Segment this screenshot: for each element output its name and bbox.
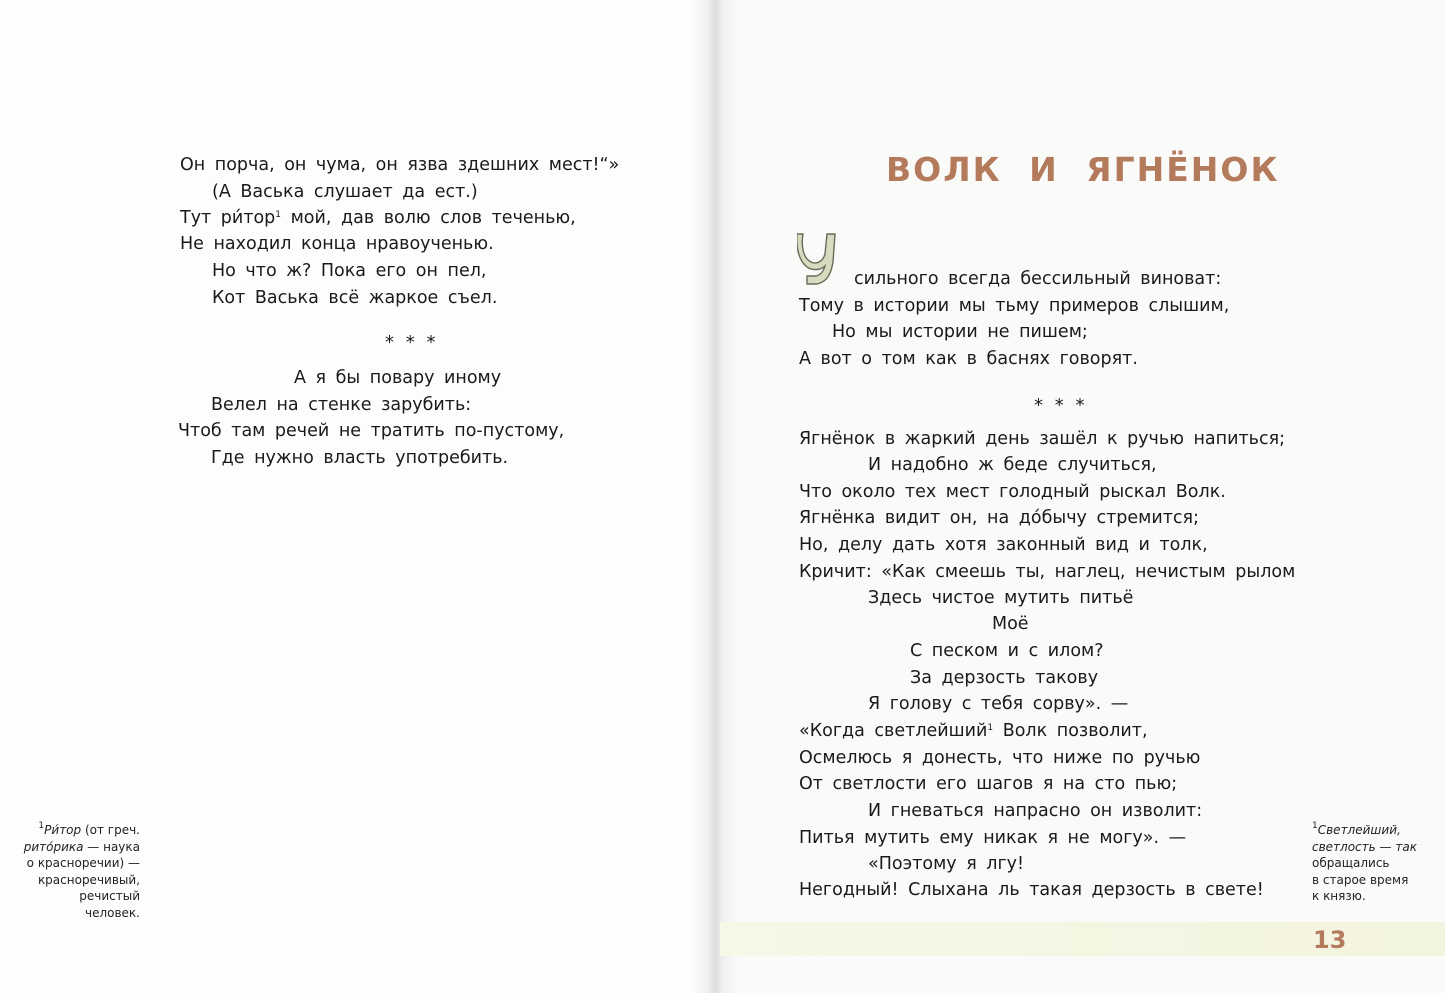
poem-line: И надобно ж беде случиться, — [868, 455, 1157, 475]
footnote-rhetor: $^1$Ри́тор (от греч. рито́рика — наука о красноречии) — красноречивый, речистый человек. — [23, 821, 140, 920]
poem-line: Что около тех мест голодный рыскал Волк. — [799, 482, 1226, 502]
poem-line: Тут ри́тор$^1$ мой, дав волю слов теченью, — [180, 208, 576, 228]
poem-line: Но мы истории не пишем; — [832, 322, 1088, 342]
stanza-separator: * * * — [385, 332, 439, 353]
footnote-svetleyshiy: $^1$Светлейший, светлость — так обращались в старое время к князю. — [1312, 821, 1417, 903]
poem-line: Питья мутить ему никак я не могу». — — [799, 828, 1187, 848]
poem-line: «Поэтому я лгу! — [868, 854, 1025, 874]
poem-line: Негодный! Слыхана ль такая дерзость в свете! — [799, 880, 1264, 900]
fable-title: ВОЛК И ЯГНЁНОК — [886, 150, 1280, 189]
poem-line: Он порча, он чума, он язва здешних мест!“» — [180, 155, 620, 175]
stanza-separator: * * * — [1034, 395, 1088, 416]
poem-line: И гневаться напрасно он изволит: — [868, 801, 1203, 821]
poem-line: Моё — [992, 614, 1029, 634]
book-gutter — [690, 0, 740, 993]
poem-line: Осмелюсь я донесть, что ниже по ручью — [799, 748, 1201, 768]
poem-line: Ягнёнок в жаркий день зашёл к ручью напиться; — [799, 429, 1286, 449]
poem-line: Кот Васька всё жаркое съел. — [212, 288, 498, 308]
poem-line: Не находил конца нравоученью. — [180, 234, 494, 254]
poem-line: С песком и с илом? — [910, 641, 1104, 661]
poem-line: Тому в истории мы тьму примеров слышим, — [799, 296, 1230, 316]
moral-line: Велел на стенке зарубить: — [211, 395, 472, 415]
moral-line: Где нужно власть употребить. — [211, 448, 509, 468]
poem-line: Кричит: «Как смеешь ты, наглец, нечистым рылом — [799, 562, 1296, 582]
poem-line: Здесь чистое мутить питьё — [868, 588, 1134, 608]
footnote-ref: 1 — [987, 723, 994, 733]
poem-line: Но, делу дать хотя законный вид и толк, — [799, 535, 1208, 555]
drop-cap — [797, 228, 839, 288]
footnote-ref: 1 — [275, 210, 282, 220]
poem-line: Я голову с тебя сорву». — — [868, 694, 1129, 714]
moral-line: А я бы повару иному — [294, 368, 502, 388]
poem-line: сильного всегда бессильный виноват: — [854, 269, 1222, 289]
poem-line: За дерзость такову — [910, 668, 1099, 688]
poem-line: Ягнёнка видит он, на до́бычу стремится; — [799, 508, 1199, 528]
poem-line: От светлости его шагов я на сто пью; — [799, 774, 1178, 794]
poem-line: (А Васька слушает да ест.) — [212, 182, 478, 202]
page-number: 13 — [1313, 926, 1347, 954]
moral-line: Чтоб там речей не тратить по-пустому, — [178, 421, 565, 441]
poem-line: Но что ж? Пока его он пел, — [212, 261, 487, 281]
poem-line: А вот о том как в баснях говорят. — [799, 349, 1138, 369]
poem-line: «Когда светлейший$^1$ Волк позволит, — [799, 721, 1148, 741]
